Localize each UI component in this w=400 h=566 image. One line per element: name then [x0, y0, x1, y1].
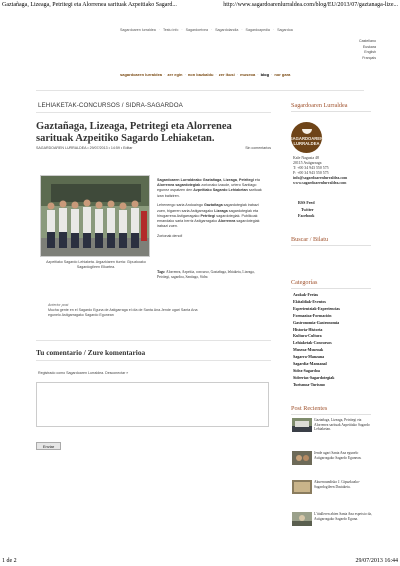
- mainnav-separator: ·: [271, 72, 273, 77]
- website-link[interactable]: www.sagardoarenlurraldea.com: [293, 181, 347, 185]
- sidebar-search: [291, 236, 371, 246]
- post-comments-link[interactable]: Sin comentarios: [245, 146, 271, 150]
- fax-line: F: +00 34 943 550 575: [293, 171, 329, 175]
- apple-leaf-icon: [302, 129, 312, 134]
- category-item[interactable]: Historia-Historia: [293, 326, 323, 332]
- post-meta: [36, 146, 271, 150]
- logged-in-note[interactable]: Registrado como Sagardoaren Lurraldea. Desconectar »: [38, 371, 129, 375]
- post-paragraph: Lehenengo saria Andoaingo Gaztañaga sagardotegiak irabazi zuen, bigarren saria Astigarragako Lizeaga sagardotegiak eta hirugarrena Astigarragako Petritegi sagardotegiak. Publikoak emandako saria berriz Astigarragako Alorrenea sagardotegiak irabazi zuen.: [157, 203, 260, 229]
- mainnav-separator: ·: [164, 72, 166, 77]
- post-photo: [40, 175, 150, 257]
- topnav-item-sagardoa[interactable]: Sagardoa: [277, 28, 293, 32]
- recent-thumb-image: [292, 512, 312, 526]
- header-divider: [36, 90, 364, 91]
- category-item[interactable]: Turismoa-Turismo: [293, 381, 325, 387]
- mainnav-separator: ·: [236, 72, 239, 77]
- recent-post-thumbnail: [292, 480, 312, 494]
- sidebar-heading-territory: Sagardoaren Lurraldea: [291, 102, 371, 112]
- mainnav-item-nor-gara[interactable]: nor gara: [274, 72, 291, 77]
- main-navigation: [120, 72, 290, 77]
- topnav-item-sagardoapedia[interactable]: Sagardoapedia: [245, 28, 270, 32]
- brand-logo[interactable]: [291, 122, 322, 153]
- phone-line: T: +00 34 943 550 575: [293, 166, 329, 170]
- mainnav-item-museoa[interactable]: museoa: [240, 72, 256, 77]
- topnav-item-sagardoetxea[interactable]: Sagardoetxea: [185, 28, 208, 32]
- language-selector: [346, 39, 376, 61]
- category-item[interactable]: Kultura-Cultura: [293, 333, 322, 339]
- recent-post-thumbnail: [292, 512, 312, 526]
- twitter-link[interactable]: Twitter: [301, 206, 314, 212]
- print-header: [2, 2, 398, 8]
- post-paragraph: Sagardoaren Lurraldeako Gaztañaga, Lizeaga, Petritegi eta Alorrenea sagardotegiak zorionako izaude, urtero Santiago egunez ospatzen den Azpeitiako Sagardo Lehiaketan sarituak izan baitziren.: [157, 178, 262, 198]
- language-francais[interactable]: Français: [362, 55, 376, 60]
- language-euskara[interactable]: Euskara: [362, 44, 376, 49]
- social-links: [298, 200, 315, 220]
- email-link[interactable]: info@sagardoarenlurraldea.com: [293, 176, 348, 180]
- address-line: Kale Nagusia 48: [293, 156, 319, 160]
- mainnav-separator: ·: [257, 72, 259, 77]
- topnav-separator: ·: [158, 28, 160, 32]
- address-line: 20115 Astigarraga: [293, 161, 322, 165]
- print-header-url: http://www.sagardoarenlurraldea.com/blog/EU/2013/07/gaztanaga-lize...: [223, 2, 398, 8]
- submit-comment-button[interactable]: Enviar: [36, 442, 61, 450]
- post-category[interactable]: LEHIAKETAK-CONCURSOS / SIDRA-SAGARDOA: [38, 102, 183, 109]
- recent-post-thumbnail: [292, 418, 312, 432]
- comments-heading-divider: [36, 360, 271, 361]
- recent-post-title: Jende ugari Santa Ana egunelo Astigarragako Sagardo Egunean.: [314, 451, 362, 460]
- recent-thumb-image: [292, 480, 312, 494]
- previous-post-link[interactable]: Mucha gente en el Sagardo Eguna de Astigarraga el día de Santa Ana.Jende ugari Santa Ana egunelo Astigarragako Sagardo Egunean: [48, 308, 198, 317]
- post-author-date: SAGARDOAREN LURRALDEA • 29/07/2013 • 14:59 • Editar: [36, 146, 133, 150]
- category-item[interactable]: Esperientziak-Experiencias: [293, 305, 340, 311]
- recent-post-title: Gaztañaga, Lizeaga, Petritegi eta Alorrenea sarituak Azpeitiako Sagardo Lehiaketan.: [314, 418, 370, 432]
- logo-text-top: SAGARDOAREN: [289, 136, 324, 141]
- mainnav-item-zer-ikusi[interactable]: zer ikusi: [218, 72, 235, 77]
- recent-thumb-image: [292, 451, 312, 465]
- topnav-item-testu-info[interactable]: Testu info: [162, 28, 179, 32]
- topnav-separator: ·: [241, 28, 243, 32]
- contact-address: [293, 156, 373, 186]
- group-photo-image: [41, 176, 150, 257]
- category-item[interactable]: Azokak-Ferias: [293, 292, 319, 297]
- category-item[interactable]: Sagarra-Manzana: [293, 354, 325, 360]
- topnav-item-sagardolandia[interactable]: Sagardolandia: [215, 28, 239, 32]
- category-item[interactable]: Lehiaketak-Concursos: [293, 340, 332, 346]
- post-body: [157, 178, 267, 244]
- print-timestamp: 29/07/2013 16:44: [355, 558, 398, 564]
- top-navigation: [120, 28, 293, 32]
- tags-list[interactable]: Alorrenea, Azpeitia, concurso, Gaztañaga, lehiaketa, Lizeaga, Petritegi, sagardoa, Santiago, Sidra: [157, 270, 255, 279]
- mainnav-item-non-bazkaldu[interactable]: non bazkaldu: [187, 72, 214, 77]
- category-item[interactable]: Sidra-Sagardoa: [293, 367, 320, 373]
- previous-post-label: Anterior post: [48, 303, 69, 307]
- sidebar-heading-recent: Post Recientes: [291, 405, 371, 415]
- language-castellano[interactable]: Castellano: [359, 39, 376, 43]
- category-item[interactable]: Museoa-Museoak: [293, 347, 324, 353]
- sidebar-heading-categories: Categorías: [291, 279, 371, 289]
- print-footer: [2, 558, 398, 564]
- mainnav-item-zer-egin[interactable]: zer egin: [167, 72, 183, 77]
- recent-thumb-image: [292, 418, 312, 432]
- category-item[interactable]: Gastronomia-Gastronomía: [293, 319, 340, 325]
- post-paragraph: Zorionak denoi!: [157, 233, 183, 238]
- comments-divider: [36, 340, 271, 341]
- language-english[interactable]: English: [364, 50, 376, 54]
- recent-post-item[interactable]: [292, 512, 374, 526]
- category-list: [293, 292, 373, 389]
- recent-post-item[interactable]: [292, 418, 374, 432]
- mainnav-item-blog[interactable]: blog: [260, 72, 270, 77]
- sidebar-heading-search: Buscar / Bilatu: [291, 236, 371, 246]
- recent-post-title: L'ittalleren abien Santa Ana espetxio da, Astigarragako Sagardo Eguna.: [314, 512, 372, 521]
- topnav-item-lurraldea[interactable]: Sagardoaren lurraldea: [120, 28, 156, 32]
- post-title[interactable]: Gaztañaga, Lizeaga, Petritegi eta Alorrenea sarituak Azpeitiko Sagardo Lehiaketan.: [36, 121, 232, 144]
- rss-feed-link[interactable]: RSS Feed: [298, 200, 315, 205]
- recent-post-thumbnail: [292, 451, 312, 465]
- recent-post-item[interactable]: [292, 480, 374, 494]
- sidebar-recent-posts: [291, 405, 371, 415]
- logo-text-bottom: LURRALDEA: [293, 141, 320, 146]
- post-tags: [157, 270, 267, 280]
- recent-post-title: Akuerraundisko J. Gipuzkoako-Sagardogileen Dastaketa.: [314, 480, 361, 489]
- photo-caption: Azpeitiako Sagardo Lehiaketa. Argazkiaren iturria: Gipuzkoako Sagardogileen Elkartea.: [46, 260, 146, 269]
- mainnav-separator: ·: [215, 72, 217, 77]
- topnav-separator: ·: [272, 28, 275, 32]
- comment-textarea[interactable]: [36, 382, 269, 427]
- category-divider: [36, 112, 271, 113]
- sidebar-territory: [291, 102, 371, 112]
- category-item[interactable]: Sidrerias-Sagardotegiak: [293, 374, 335, 380]
- tags-label: Tags:: [157, 270, 166, 274]
- category-item[interactable]: Sagardia-Manzanal: [293, 361, 327, 367]
- print-header-title: Gaztañaga, Lizeaga, Petritegi eta Alorrenea sarituak Azpeitiako Sagard...: [2, 2, 177, 8]
- mainnav-separator: ·: [184, 72, 186, 77]
- comments-heading: Tu comentario / Zure komentarioa: [36, 348, 146, 357]
- topnav-separator: ·: [181, 28, 183, 32]
- recent-post-item[interactable]: [292, 451, 374, 465]
- previous-post: [48, 303, 198, 318]
- category-item[interactable]: Formazioa-Formación: [293, 312, 332, 318]
- category-item[interactable]: Ekitaldiak-Eventos: [293, 298, 326, 304]
- print-page-number: 1 de 2: [2, 558, 17, 564]
- sidebar-categories: [291, 279, 371, 289]
- facebook-link[interactable]: Facebook: [298, 213, 315, 218]
- topnav-separator: ·: [210, 28, 213, 32]
- mainnav-item-lurraldea[interactable]: sagardoaren lurraldea: [120, 72, 163, 77]
